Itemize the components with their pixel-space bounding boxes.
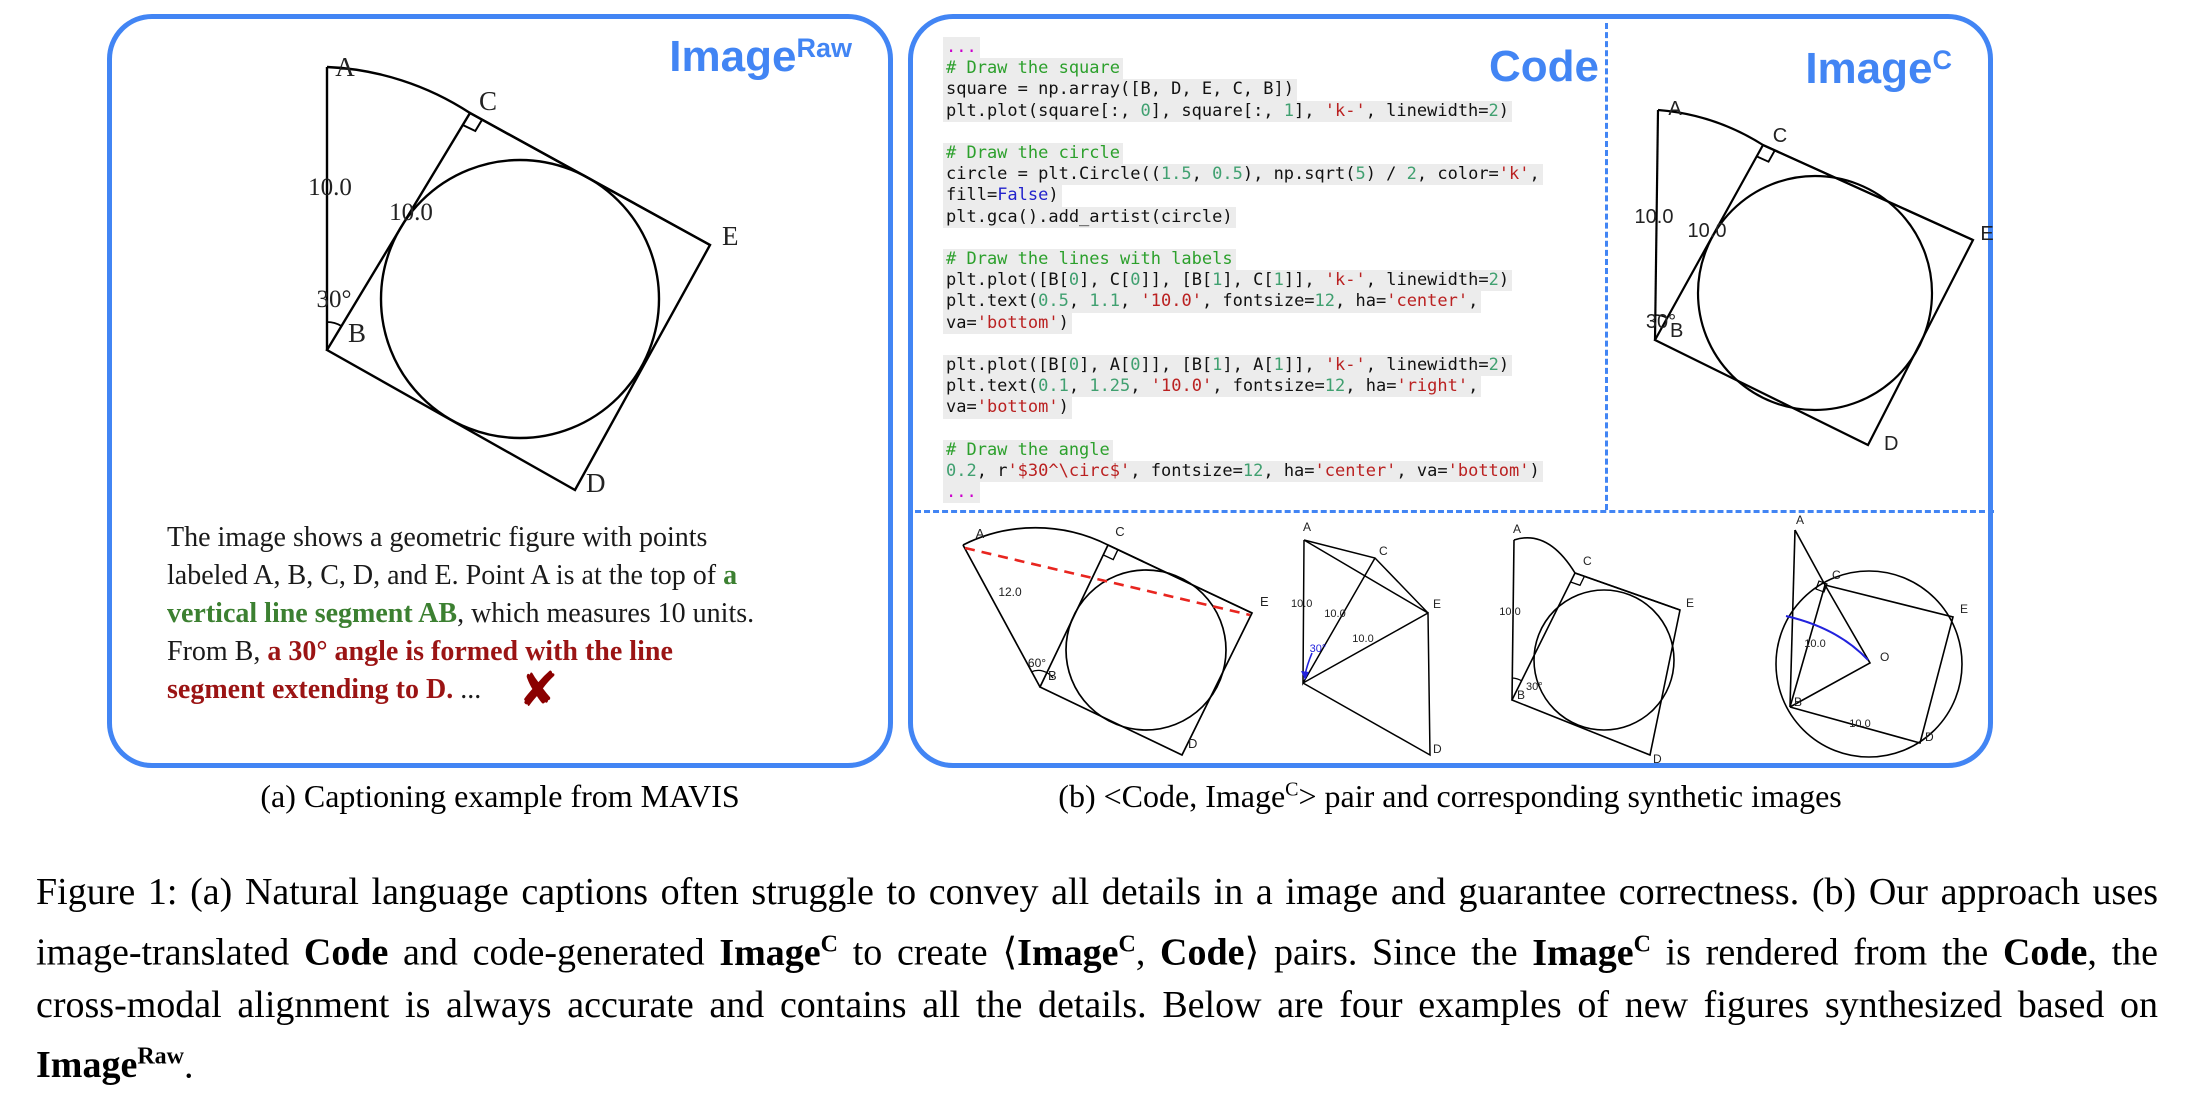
- point-label-e: E: [1980, 223, 1994, 245]
- point-label-e: E: [1686, 596, 1695, 610]
- point-label-c: C: [1772, 125, 1788, 147]
- point-label-b: B: [1048, 668, 1057, 683]
- code-line: # Draw the lines with labels: [943, 249, 1236, 270]
- code-line: plt.plot(square[:, 0], square[:, 1], 'k-', linewidth=2): [943, 101, 1512, 122]
- code-line: square = np.array([B, D, E, C, B]): [943, 79, 1297, 100]
- image-c-label-base: Image: [1805, 44, 1933, 93]
- length-label-bc: 10.0: [1324, 608, 1346, 620]
- point-label-a: A: [1668, 98, 1682, 120]
- code-line: va='bottom'): [943, 313, 1072, 334]
- angle-label-b: 30°: [1309, 643, 1327, 655]
- code-line: plt.text(0.5, 1.1, '10.0', fontsize=12, ha='center',: [943, 291, 1481, 312]
- code-line: [943, 228, 1603, 249]
- length-label-ab: 10.0: [1291, 598, 1313, 610]
- code-label: Code: [1489, 42, 1599, 91]
- subcaption-a: (a) Captioning example from MAVIS: [260, 778, 740, 814]
- point-label-b: B: [348, 318, 367, 348]
- figure-caption: Figure 1: (a) Natural language captions often struggle to convey all details in a image and guarantee correctness. (b) Our approach uses image-translated Code and code-generated Image$^C$ to create ⟨Image$^C$, Code⟩ pairs. Since the Image$^C$ is rendered from the Code, the cross-modal alignment is always accurate and contains all the details. Below are four examples of new figures synthesized based on Image$^{Raw}$.: [36, 871, 2159, 1087]
- synthetic-figure-3: [1500, 515, 1720, 770]
- point-label-d: D: [1653, 752, 1662, 766]
- image-c-geometry-figure: [1630, 90, 2000, 470]
- point-label-d: D: [1433, 742, 1442, 756]
- length-label-bc: 10.0: [1687, 220, 1727, 242]
- angle-label-b: 30°: [1526, 681, 1543, 693]
- point-label-a: A: [335, 52, 355, 82]
- image-raw-label-sup: Raw: [796, 33, 852, 63]
- panel-a-geometry-figure: [265, 40, 825, 505]
- length-label-ab: 10.0: [1499, 606, 1521, 618]
- point-label-a: A: [975, 526, 985, 541]
- panel-a-captioning-example: [107, 14, 893, 768]
- code-line: [943, 122, 1603, 143]
- center-label-o: O: [1880, 650, 1890, 664]
- point-label-d: D: [1884, 433, 1899, 455]
- length-label-be: 10.0: [1352, 633, 1374, 645]
- angle-label-b: 60°: [1027, 656, 1047, 670]
- point-label-d: D: [1925, 730, 1934, 744]
- code-line: circle = plt.Circle((1.5, 0.5), np.sqrt(5) / 2, color='k',: [943, 164, 1543, 185]
- panel-a-caption-text: The image shows a geometric figure with points labeled A, B, C, D, and E. Point A is at the top of a vertical line segment AB, which measures 10 units. From B, a 30° angle is formed with the line segment extending to D. ...: [167, 522, 755, 705]
- length-label-bc: 10.0: [389, 199, 433, 226]
- point-label-a: A: [1302, 520, 1312, 534]
- point-label-c: C: [1379, 544, 1388, 558]
- incorrect-cross-icon: ✘: [518, 662, 559, 718]
- length-label-ab: 12.0: [998, 585, 1022, 599]
- point-label-a: A: [1795, 513, 1805, 527]
- code-line: # Draw the circle: [943, 143, 1123, 164]
- code-line: [943, 419, 1603, 440]
- point-label-e: E: [1433, 597, 1442, 611]
- length-label-ab: 10.0: [308, 174, 352, 201]
- dashed-divider-vertical: [1605, 23, 1608, 510]
- image-c-label: [1805, 44, 1952, 93]
- code-line: plt.text(0.1, 1.25, '10.0', fontsize=12, ha='right',: [943, 376, 1481, 397]
- point-label-b: B: [1794, 695, 1803, 709]
- python-code-block: [943, 37, 1603, 503]
- point-label-e: E: [722, 221, 739, 251]
- code-line: va='bottom'): [943, 397, 1072, 418]
- code-line: 0.2, r'$30^\circ$', fontsize=12, ha='center', va='bottom'): [943, 461, 1543, 482]
- red-dashed-diagonal: [965, 548, 1250, 615]
- image-raw-label-base: Image: [669, 32, 797, 81]
- point-label-c: C: [1115, 524, 1125, 539]
- point-label-a: A: [1512, 522, 1522, 536]
- angle-label-b: 30°: [316, 286, 352, 313]
- length-label-bd: 10.0: [1849, 718, 1871, 730]
- code-line: fill=False): [943, 185, 1062, 206]
- point-label-e: E: [1960, 602, 1969, 616]
- image-c-label-sup: C: [1932, 45, 1952, 75]
- point-label-c: C: [1583, 554, 1592, 568]
- point-label-b: B: [1517, 688, 1526, 702]
- panel-a-caption: [167, 519, 767, 718]
- code-line: plt.plot([B[0], C[0]], [B[1], C[1]], 'k-', linewidth=2): [943, 270, 1512, 291]
- panel-b-code-image-pair: [908, 14, 1993, 768]
- synthetic-figure-1: [935, 510, 1285, 765]
- code-line: # Draw the square: [943, 58, 1123, 79]
- code-line: [943, 334, 1603, 355]
- point-label-c: C: [1832, 568, 1841, 582]
- point-label-d: D: [586, 468, 606, 498]
- synthetic-figure-4: [1770, 500, 1985, 760]
- point-label-e: E: [1260, 594, 1269, 609]
- length-label-bc: 10.0: [1804, 638, 1826, 650]
- code-line: plt.gca().add_artist(circle): [943, 207, 1236, 228]
- code-line: # Draw the angle: [943, 440, 1113, 461]
- point-label-c: C: [478, 86, 498, 116]
- code-line: plt.plot([B[0], A[0]], [B[1], A[1]], 'k-', linewidth=2): [943, 355, 1512, 376]
- length-label-ab: 10.0: [1634, 206, 1674, 228]
- code-line: ...: [943, 37, 980, 58]
- point-label-d: D: [1188, 736, 1198, 751]
- synthetic-figure-2: [1290, 515, 1450, 765]
- point-label-b: B: [1670, 320, 1684, 342]
- angle-label-b: 30°: [1645, 311, 1677, 333]
- subcaption-b: (b) <Code, Image$^C$> pair and corresponding synthetic images: [1058, 778, 1842, 814]
- code-line: ...: [943, 482, 980, 503]
